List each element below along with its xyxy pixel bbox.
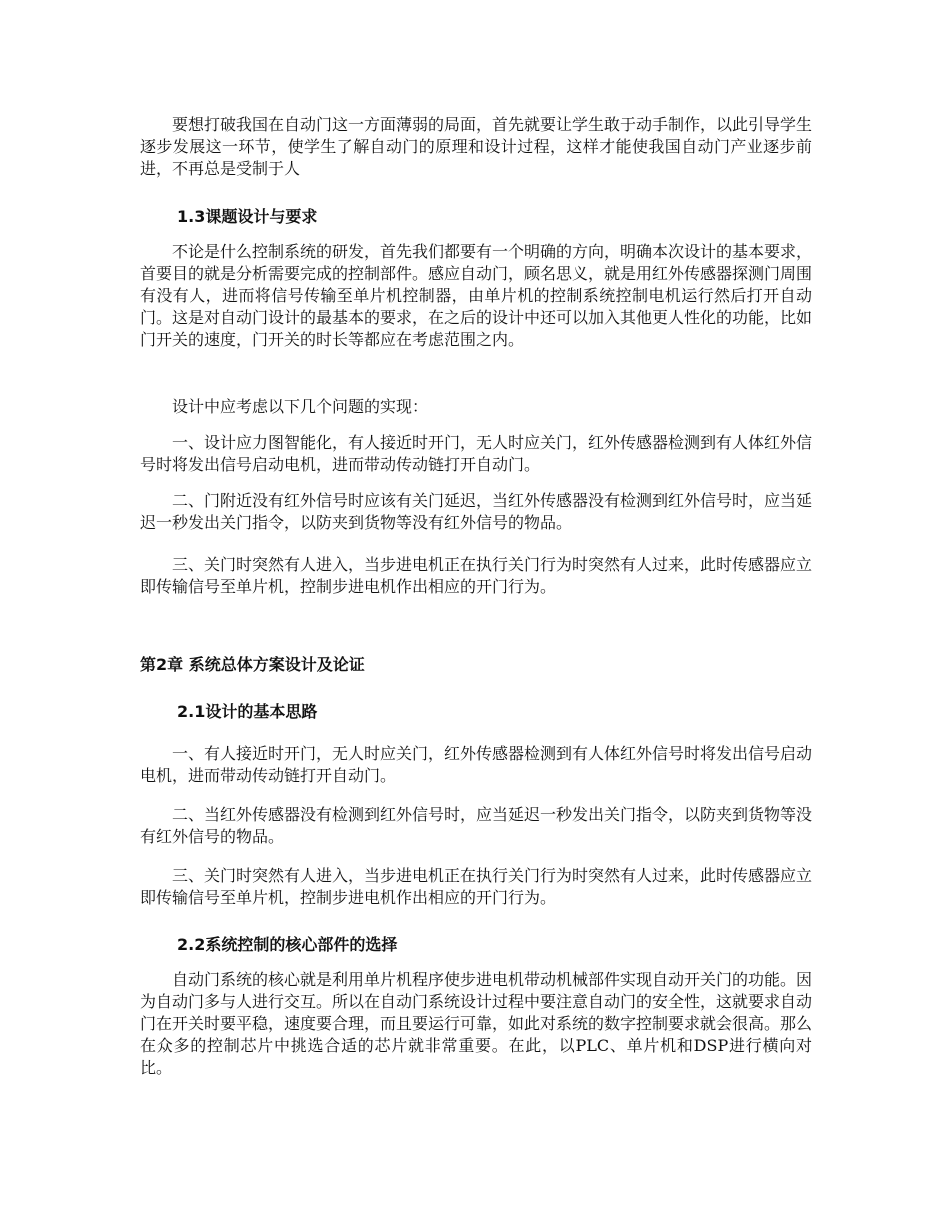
section-heading-2-2: 2.2系统控制的核心部件的选择: [177, 935, 398, 954]
chapter-2-heading: 第2章 系统总体方案设计及论证: [140, 655, 365, 674]
consideration-item-2: 二、门附近没有红外信号时应该有关门延迟，当红外传感器没有检测到红外信号时，应当延迟一秒发出关门指令，以防夹到货物等没有红外信号的物品。: [140, 491, 813, 532]
basic-idea-item-1: 一、有人接近时开门，无人时应关门，红外传感器检测到有人体红外信号时将发出信号启动电机，进而带动传动链打开自动门。: [140, 744, 813, 785]
basic-idea-item-3: 三、关门时突然有人进入，当步进电机正在执行关门行为时突然有人过来，此时传感器应立即传输信号至单片机，控制步进电机作出相应的开门行为。: [140, 866, 813, 907]
consideration-item-1: 一、设计应力图智能化，有人接近时开门，无人时应关门，红外传感器检测到有人体红外信号时将发出信号启动电机，进而带动传动链打开自动门。: [140, 433, 813, 474]
design-requirements-paragraph: 不论是什么控制系统的研发，首先我们都要有一个明确的方向，明确本次设计的基本要求，首要目的就是分析需要完成的控制部件。感应自动门，顾名思义，就是用红外传感器探测门周围有没有人，进而将信号传输至单片机控制器，由单片机的控制系统控制电机运行然后打开自动门。这是对自动门设计的最基本的要求，在之后的设计中还可以加入其他更人性化的功能，比如门开关的速度，门开关的时长等都应在考虑范围之内。: [140, 242, 813, 349]
section-heading-2-1: 2.1设计的基本思路: [177, 702, 318, 721]
basic-idea-item-2: 二、当红外传感器没有检测到红外信号时，应当延迟一秒发出关门指令，以防夹到货物等没有红外信号的物品。: [140, 805, 813, 846]
intro-paragraph: 要想打破我国在自动门这一方面薄弱的局面，首先就要让学生敢于动手制作，以此引导学生逐步发展这一环节，使学生了解自动门的原理和设计过程，这样才能使我国自动门产业逐步前进，不再总是受制于人: [140, 115, 813, 178]
considerations-intro-paragraph: 设计中应考虑以下几个问题的实现：: [172, 397, 429, 416]
consideration-item-3: 三、关门时突然有人进入，当步进电机正在执行关门行为时突然有人过来，此时传感器应立即传输信号至单片机，控制步进电机作出相应的开门行为。: [140, 555, 813, 596]
section-heading-1-3: 1.3课题设计与要求: [177, 207, 318, 226]
core-component-paragraph: 自动门系统的核心就是利用单片机程序使步进电机带动机械部件实现自动开关门的功能。因为自动门多与人进行交互。所以在自动门系统设计过程中要注意自动门的安全性，这就要求自动门在开关时要平稳，速度要合理，而且要运行可靠，如此对系统的数字控制要求就会很高。那么在众多的控制芯片中挑选合适的芯片就非常重要。在此，以PLC、单片机和DSP进行横向对比。: [140, 970, 813, 1077]
